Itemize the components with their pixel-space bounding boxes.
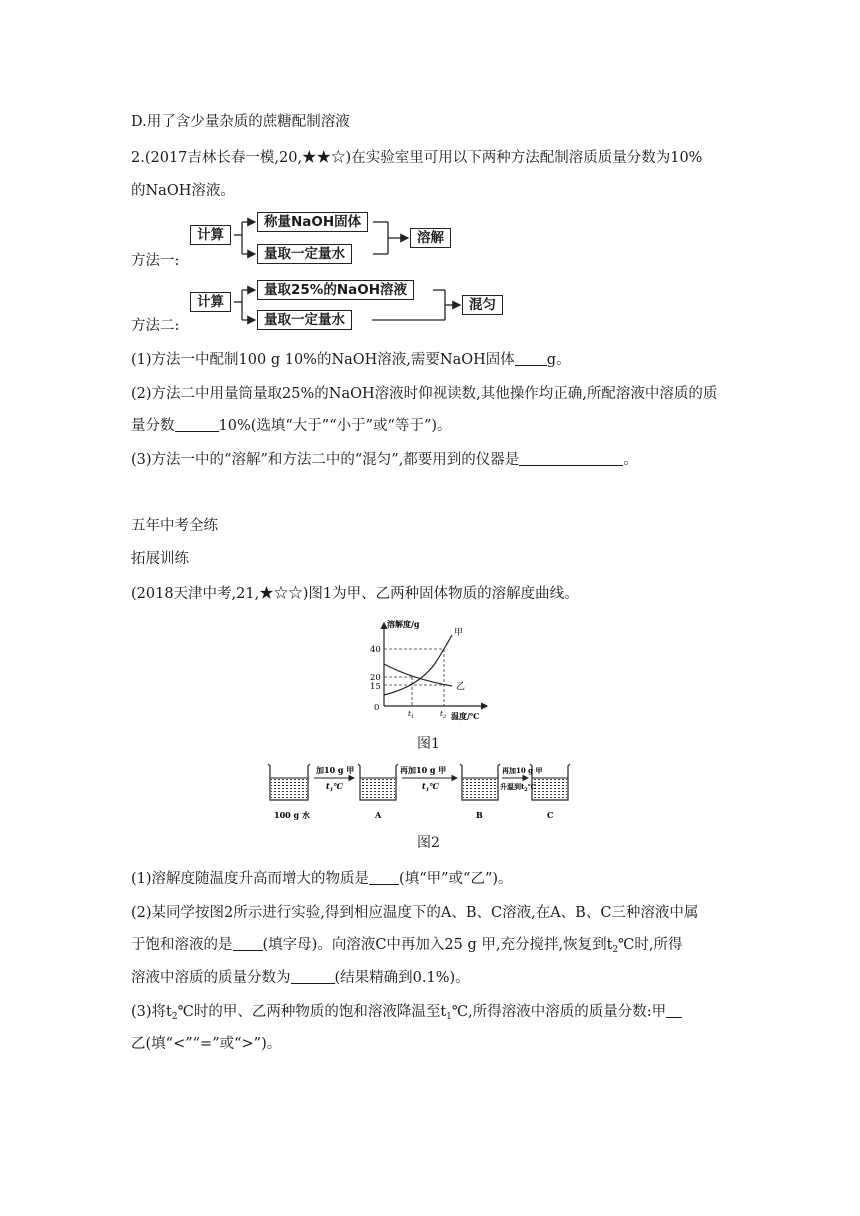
answer-blank-4[interactable]	[369, 870, 399, 885]
sub-question-2: (2)方法二中用量筒量取25%的NaOH溶液时仰视读数,其他操作均正确,所配溶液中溶质的质	[131, 386, 718, 402]
part-2-cont-2: 溶液中溶质的质量分数为 (结果精确到0.1%)。	[131, 970, 470, 986]
question-2-stem: 2.(2017吉林长春一模,20,★★☆)在实验室里可用以下两种方法配制溶质质量分数为10%	[131, 150, 703, 166]
answer-blank-1[interactable]	[515, 351, 547, 366]
solubility-graph	[362, 615, 492, 725]
answer-blank-2[interactable]	[175, 417, 219, 432]
step2-top: 再加10 g 甲	[400, 765, 447, 775]
question-2-stem-cont: 的NaOH溶液。	[131, 183, 235, 199]
flow2-calc-box: 计算	[190, 292, 231, 312]
sub-question-2-cont: 量分数 10%(选填“大于”“小于”或“等于”)。	[131, 418, 452, 434]
method-2-label: 方法二:	[131, 318, 180, 334]
flow1-water-box: 量取一定量水	[257, 244, 352, 264]
flow2-water-box: 量取一定量水	[257, 310, 352, 330]
ytick-40: 40	[370, 645, 381, 655]
beaker-diagram	[262, 760, 602, 826]
curve-yi-label: 乙	[456, 682, 466, 692]
ytick-15: 15	[370, 682, 381, 692]
part-2-cont: 于饱和溶液的是 (填字母)。向溶液C中再加入25 g 甲,充分搅拌,恢复到$t_2℃$时,所得	[131, 937, 683, 955]
option-d: D.用了含少量杂质的蔗糖配制溶液	[131, 114, 350, 130]
beaker-label-b: B	[476, 810, 483, 820]
figure-2-caption: 图2	[417, 835, 440, 851]
part-3: (3)将$t_2℃$时的甲、乙两种物质的饱和溶液降温至$t_1℃$,所得溶液中溶质的质量分数:甲	[131, 1002, 682, 1027]
graph-ylabel: 溶解度/g	[387, 619, 420, 629]
xtick-t2: $t_2$	[440, 709, 447, 720]
part-1: (1)溶解度随温度升高而增大的物质是 (填“甲”或“乙”)。	[131, 871, 513, 887]
flow1-weigh-box: 称量NaOH固体	[257, 212, 368, 232]
answer-blank-3[interactable]	[519, 451, 623, 466]
answer-blank-5[interactable]	[233, 936, 263, 951]
step3-top: 再加10 g 甲	[502, 766, 543, 775]
part-3-cont: 乙(填“<”“=”或“>”)。	[131, 1036, 282, 1052]
step2-bottom: $t_1℃$	[422, 781, 439, 793]
step3-bottom: 升温到$t_2℃$	[500, 782, 537, 793]
flow1-calc-box: 计算	[190, 225, 231, 245]
step1-bottom: $t_1℃$	[326, 781, 343, 793]
section-title: 五年中考全练	[131, 518, 218, 534]
method-1-label: 方法一:	[131, 253, 180, 269]
curve-jia-label: 甲	[454, 628, 464, 638]
sub-question-1: (1)方法一中配制100 g 10%的NaOH溶液,需要NaOH固体 g。	[131, 352, 571, 368]
answer-blank-6[interactable]	[291, 969, 335, 984]
section-subtitle: 拓展训练	[131, 551, 189, 567]
curve-jia	[384, 635, 452, 695]
beaker-label-c: C	[547, 810, 554, 820]
part-2: (2)某同学按图2所示进行实验,得到相应温度下的A、B、C溶液,在A、B、C三种溶液中属	[131, 905, 699, 921]
ytick-20: 20	[370, 673, 381, 683]
xtick-t1: $t_1$	[408, 709, 415, 720]
flow2-solution-box: 量取25%的NaOH溶液	[257, 280, 414, 300]
beaker-label-water: 100 g 水	[274, 810, 310, 820]
curve-yi	[384, 664, 452, 686]
step1-top: 加10 g 甲	[316, 765, 355, 775]
answer-blank-7[interactable]	[666, 1003, 682, 1018]
graph-xlabel: 温度/℃	[451, 711, 480, 721]
question-stem-2018: (2018天津中考,21,★☆☆)图1为甲、乙两种固体物质的溶解度曲线。	[131, 586, 579, 602]
figure-1-caption: 图1	[417, 736, 440, 752]
sub-question-3: (3)方法一中的“溶解”和方法二中的“混匀”,都要用到的仪器是 。	[131, 452, 638, 468]
beaker-label-a: A	[375, 810, 382, 820]
ytick-0: 0	[374, 703, 380, 713]
flow1-dissolve-box: 溶解	[410, 228, 451, 248]
flow2-mix-box: 混匀	[462, 295, 503, 315]
